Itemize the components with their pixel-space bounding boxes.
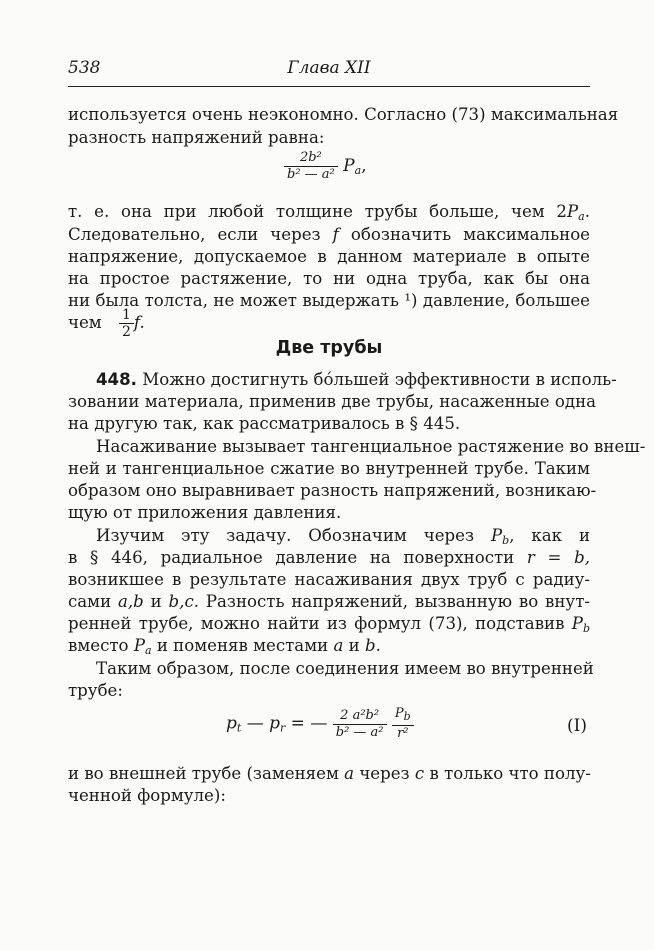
equation-label: (I) [567, 716, 587, 736]
text-line: и во внешней трубе (заменяем a через c в только что полу- [68, 764, 591, 783]
text-line: щую от приложения давления. [68, 503, 342, 522]
page-number: 538 [68, 58, 101, 78]
fraction: $\frac{P_b}{\text{r²}}$ [392, 706, 414, 742]
fraction: $\frac{\text{2b²}}{\text{b² — a²}}$ [284, 150, 338, 183]
equation-inner-tube: $p_t$ — $p_r$ = — $\frac{\text{2 a²b²}}{\text{b² — a²}}$ $\frac{P_b}{\text{r²}}$ [226, 706, 414, 742]
text-line: Изучим эту задачу. Обозначим через $P_b$, как и [96, 526, 591, 547]
text-line: Следовательно, если через f обозначить максимальное [68, 225, 590, 244]
paragraph-number: 448. [96, 370, 137, 389]
text-line: в § 446, радиальное давление на поверхности r = b, [68, 548, 590, 567]
text-line: на простое растяжение, то ни одна труба, как бы она [68, 269, 590, 288]
text-line: используется очень неэкономно. Согласно (73) максимальная [68, 105, 619, 124]
fraction: $\frac{\text{2 a²b²}}{\text{b² — a²}}$ [333, 708, 387, 741]
text-line: ни была толста, не может выдержать ¹) давление, большее [68, 291, 590, 310]
text-line: Таким образом, после соединения имеем во внутренней [96, 659, 594, 678]
text-line: ченной формуле): [68, 786, 226, 805]
text-line: напряжение, допускаемое в данном материале в опыте [68, 247, 590, 266]
text-line: зовании материала, применив две трубы, насаженные одна [68, 392, 597, 411]
text-line: вместо $P_a$ и поменяв местами a и b. [68, 636, 381, 657]
text-line: возникшее в результате насаживания двух труб с радиу- [68, 570, 590, 589]
text-line: ней и тангенциальное сжатие во внутренней трубе. Таким [68, 459, 590, 478]
text-line: 448. Можно достигнуть бо́льшей эффективности в исполь- [96, 370, 617, 389]
text-line: образом оно выравнивает разность напряжений, возникаю- [68, 481, 597, 500]
running-head [68, 58, 590, 80]
text-line: чем $\frac{1}{2}$ f. [68, 307, 145, 340]
text-line: на другую так, как рассматривалось в § 445. [68, 414, 461, 433]
text-line: разность напряжений равна: [68, 128, 325, 147]
text-line: Насаживание вызывает тангенциальное растяжение во внеш- [96, 437, 646, 456]
text-line: т. е. она при любой толщине трубы больше, чем $2P_a$. [68, 202, 590, 223]
chapter-title: Глава XII [287, 58, 371, 78]
formula-max-stress-difference: $\frac{\text{2b²}}{\text{b² — a²}}$ $P_a$, [284, 150, 367, 183]
section-title: Две трубы [275, 338, 383, 358]
text-line: ренней трубе, можно найти из формул (73), подставив $P_b$ [68, 614, 590, 635]
text-line: сами a,b и b,c. Разность напряжений, вызванную во внут- [68, 592, 590, 611]
header-rule [68, 86, 590, 87]
fraction-one-half: $\frac{1}{2}$ [119, 307, 134, 340]
text-line: трубе: [68, 681, 123, 700]
